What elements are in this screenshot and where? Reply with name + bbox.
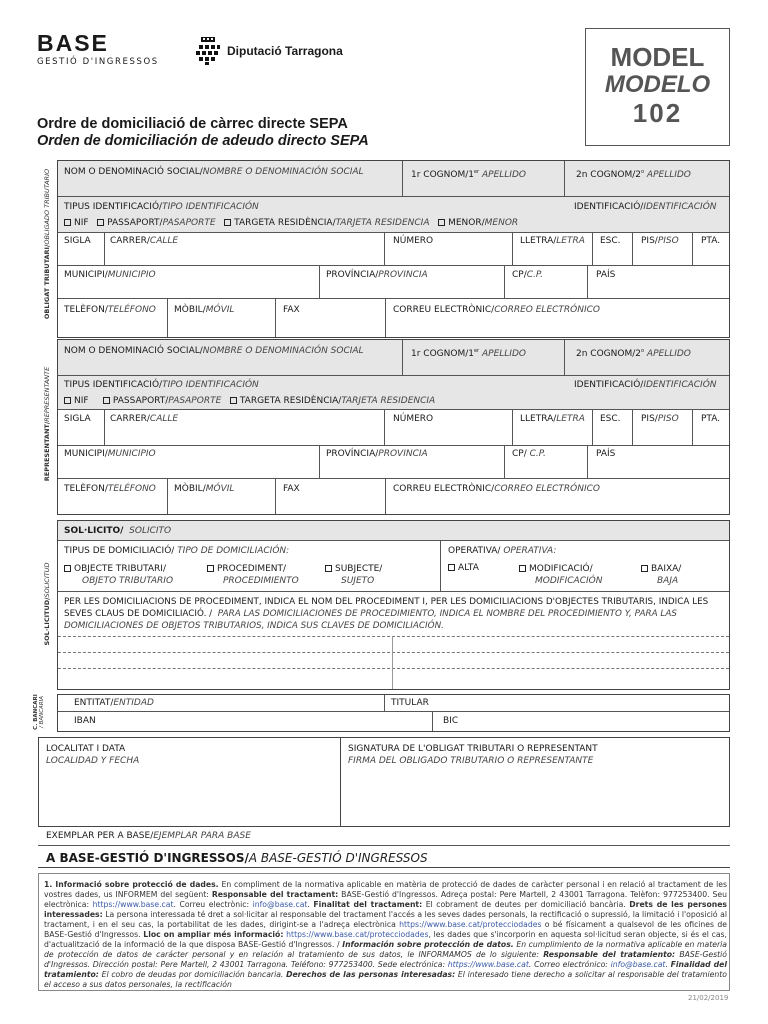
mobil-label: MÒBIL/MÓVIL xyxy=(174,305,235,315)
legal-box xyxy=(38,873,730,991)
link-mail-2[interactable]: info@base.cat xyxy=(610,960,666,969)
r-pta-label: PTA. xyxy=(701,414,721,424)
lletra-label: LLETRA/LETRA xyxy=(520,236,585,246)
diputacio-crest-icon xyxy=(193,36,223,66)
instr-line3: DOMICILIACIONES DE OBJETOS TRIBUTARIOS, INDICA SUS CLAVES DE DOMICILIACIÓN. xyxy=(64,621,444,631)
bic-label: BIC xyxy=(443,716,459,726)
cell-titular[interactable] xyxy=(385,695,729,712)
telefon-label: TELÈFON/TELÉFONO xyxy=(64,305,156,315)
passaport-checkbox[interactable] xyxy=(97,219,104,226)
exemplar-big: A BASE-GESTIÓ D'INGRESSOS/A BASE-GESTIÓ D'INGRESSOS xyxy=(46,851,428,865)
r-cp-label: CP/ C.P. xyxy=(512,449,546,459)
opt-subjecte[interactable]: SUBJECTE/ SUJETO xyxy=(325,563,382,587)
model-box xyxy=(585,28,730,146)
r-mobil-label: MÒBIL/MÓVIL xyxy=(174,484,235,494)
opt-objecte[interactable]: OBJECTE TRIBUTARI/ OBJETO TRIBUTARIO xyxy=(64,563,173,587)
pis-label: PIS/PISO xyxy=(641,236,679,246)
r-pis-label: PIS/PISO xyxy=(641,414,679,424)
opt-alta[interactable]: ALTA xyxy=(448,563,479,574)
targeta-checkbox[interactable] xyxy=(224,219,231,226)
claus-col-divider xyxy=(392,636,393,689)
fax-label: FAX xyxy=(283,305,300,315)
diputacio-logo xyxy=(193,36,343,66)
signatura-area[interactable] xyxy=(346,770,724,822)
exemplar-divider xyxy=(38,845,730,846)
modelo-label: MODELO xyxy=(604,71,711,98)
opt-procediment[interactable]: PROCEDIMENT/ PROCEDIMIENTO xyxy=(207,563,299,587)
entitat-label: ENTITAT/ENTIDAD xyxy=(74,698,154,708)
subjecte-checkbox[interactable] xyxy=(325,565,332,572)
claus-line-1[interactable] xyxy=(58,636,729,637)
side-label-obligat: OBLIGAT TRIBUTARI/OBLIGADO TRIBUTARIO xyxy=(43,168,51,320)
nom-label: NOM O DENOMINACIÓ SOCIAL/NOMBRE O DENOMINACIÓN SOCIAL xyxy=(64,167,364,177)
pta-label: PTA. xyxy=(701,236,721,246)
r-ident-label: IDENTIFICACIÓ/IDENTIFICACIÓN xyxy=(574,380,717,390)
modif-checkbox[interactable] xyxy=(519,565,526,572)
link-protecciodades-1[interactable]: https://www.base.cat/protecciodades xyxy=(399,920,542,929)
claus-line-3[interactable] xyxy=(58,668,729,669)
link-base-1[interactable]: https://www.base.cat xyxy=(92,900,174,909)
nom-input[interactable] xyxy=(64,180,394,194)
side-label-representant: REPRESENTANT/REPRESENTANTE xyxy=(43,366,51,482)
r-nom-label: NOM O DENOMINACIÓ SOCIAL/NOMBRE O DENOMINACIÓN SOCIAL xyxy=(64,346,364,356)
opt-baixa[interactable]: BAIXA/ BAJA xyxy=(641,563,681,587)
tipdom-label: TIPUS DE DOMICILIACIÓ/ TIPO DE DOMICILIACIÓN: xyxy=(64,546,290,556)
title-ca: Ordre de domiciliació de càrrec directe SEPA xyxy=(37,116,348,132)
side-label-sollicitud: SOL·LICITUD/SOLICITUD xyxy=(43,562,51,646)
r-lletra-label: LLETRA/LETRA xyxy=(520,414,585,424)
diputacio-name: Diputació Tarragona xyxy=(227,44,343,58)
base-logo-subtitle: GESTIÓ D'INGRESSOS xyxy=(37,57,159,67)
objecte-checkbox[interactable] xyxy=(64,565,71,572)
baixa-checkbox[interactable] xyxy=(641,565,648,572)
tipus-options: NIF PASSAPORT/PASAPORTE TARGETA RESIDÈNCIA/TARJETA RESIDENCIA MENOR/MENOR xyxy=(64,218,518,229)
localitat-area[interactable] xyxy=(44,770,334,822)
numero-label: NÚMERO xyxy=(393,236,434,246)
sol-divider xyxy=(440,541,441,591)
carrer-label: CARRER/CALLE xyxy=(110,236,179,246)
correu-label: CORREU ELECTRÒNIC/CORREO ELECTRÓNICO xyxy=(393,305,601,315)
link-base-2[interactable]: https://www.base.cat xyxy=(447,960,529,969)
r-provincia-label: PROVÍNCIA/PROVINCIA xyxy=(326,449,428,459)
r-correu-label: CORREU ELECTRÒNIC/CORREO ELECTRÓNICO xyxy=(393,484,601,494)
base-logo xyxy=(37,31,159,67)
base-logo-text: BASE xyxy=(37,30,109,56)
legal-text: 1. Informació sobre protecció de dades. En compliment de la normativa aplicable en matèria de protecció de dades de caràcter personal i en relació al tractament de les vostres dades, us INFORMEM del següent: Responsable del tractament: BASE-Gestió d'Ingressos. Adreça postal: Pere Martell, 2 43001 Tarragona. Telèfon: 977253400. Seu electrònica: https://www.base.cat. Correu electrònic: info@base.cat. Finalitat del tractament: El cobrament de deutes per domiciliació bancària. Drets de les persones interessades: La persona interessada té dret a sol·licitar al responsable del tractament l'accés a les seves dades personals, la rectificació o supressió, la limitació i l'oposició al tractament, i en el seu cas, la portabilitat de les dades, dirigint-se a l'adreça electrònica https://www.base.cat/protecciodades o bé físicament a qualsevol de les oficines de BASE-Gestió d'Ingressos. Lloc on ampliar més informació: https://www.base.cat/protecciodades, les dades que s'incorporin en aquesta sol·licitud seran objecte, si és el cas, d'actualització de la informació de la que disposa BASE-Gestió d'Ingressos. / Información sobre protección de datos. En cumplimiento de la normativa aplicable en materia de protección de datos de carácter personal y en relación al tratamiento de sus datos, le INFORMAMOS de lo siguiente: Responsable del tratamiento: BASE-Gestió d'Ingressos. Dirección postal: Pere Martell, 2 43001 Tarragona. Teléfono: 977253400. Sede electrónica: https://www.base.cat. Correo electrónico: info@base.cat. Finalidad del tratamiento: El cobro de deudas por domiciliación bancaria. Derechos de las personas interesadas: El interesado tiene derecho a solicitar al responsable del tratamiento el acceso a sus datos personales, la rectificación xyxy=(44,880,727,988)
r-tipus-label: TIPUS IDENTIFICACIÓ/TIPO IDENTIFICACIÓN xyxy=(64,380,259,390)
esc-label: ESC. xyxy=(600,236,621,246)
r-fax-label: FAX xyxy=(283,484,300,494)
model-label: MODEL xyxy=(610,42,705,72)
tipus-label: TIPUS IDENTIFICACIÓ/TIPO IDENTIFICACIÓN xyxy=(64,202,259,212)
link-protecciodades-2[interactable]: https://www.base.cat/protecciodades xyxy=(283,930,429,939)
form-date: 21/02/2019 xyxy=(688,994,729,1002)
opt-modif[interactable]: MODIFICACIÓ/ MODIFICACIÓN xyxy=(519,563,602,587)
cog2-label: 2n COGNOM/2$^o$ APELLIDO xyxy=(576,169,691,180)
oper-label: OPERATIVA/ OPERATIVA: xyxy=(448,546,557,556)
link-mail-1[interactable]: info@base.cat xyxy=(252,900,308,909)
model-number: 102 xyxy=(632,98,683,128)
cell-iban[interactable] xyxy=(58,712,433,731)
cog1-input[interactable] xyxy=(410,180,560,194)
municipi-label: MUNICIPI/MUNICIPIO xyxy=(64,270,156,280)
titular-label: TITULAR xyxy=(391,698,429,708)
signatura-label: SIGNATURA DE L'OBLIGAT TRIBUTARI O REPRESENTANT FIRMA DEL OBLIGADO TRIBUTARIO O REPRESENTANTE xyxy=(348,744,598,766)
instr-line1: PER LES DOMICILIACIONS DE PROCEDIMENT, INDICA EL NOM DEL PROCEDIMENT I, PER LES DOMICILIACIONS D'OBJECTES TRIBUTARIS, INDICA LES xyxy=(64,597,709,607)
cog2-input[interactable] xyxy=(572,180,722,194)
r-cog2-label: 2n COGNOM/2$^o$ APELLIDO xyxy=(576,348,691,359)
r-carrer-label: CARRER/CALLE xyxy=(110,414,179,424)
r-passaport-checkbox[interactable] xyxy=(103,397,110,404)
provincia-label: PROVÍNCIA/PROVINCIA xyxy=(326,270,428,280)
r-tipus-options: NIF PASSAPORT/PASAPORTE TARGETA RESIDÈNCIA/TARJETA RESIDENCIA xyxy=(64,396,435,407)
r-sigla-label: SIGLA xyxy=(64,414,91,424)
side-label-banc: C. BANCARI / BANCARIA xyxy=(33,694,45,730)
sigla-label: SIGLA xyxy=(64,236,91,246)
instr-line2: SEVES CLAUS DE DOMICILIACIÓ. / PARA LAS DOMICILIACIONES DE PROCEDIMIENTO, INDICA EL NOMBRE DEL PROCEDIMIENTO Y, PARA LAS xyxy=(64,609,677,619)
r-numero-label: NÚMERO xyxy=(393,414,434,424)
claus-line-2[interactable] xyxy=(58,652,729,653)
title-es: Orden de domiciliación de adeudo directo SEPA xyxy=(37,133,369,149)
iban-label: IBAN xyxy=(74,716,96,726)
sign-divider xyxy=(340,738,341,826)
pais-label: PAÍS xyxy=(596,270,616,280)
localitat-label: LOCALITAT I DATA LOCALIDAD Y FECHA xyxy=(46,744,140,766)
cp-label: CP/C.P. xyxy=(512,270,543,280)
alta-checkbox[interactable] xyxy=(448,564,455,571)
r-nif-checkbox[interactable] xyxy=(64,397,71,404)
menor-checkbox[interactable] xyxy=(438,219,445,226)
procediment-checkbox[interactable] xyxy=(207,565,214,572)
r-esc-label: ESC. xyxy=(600,414,621,424)
r-municipi-label: MUNICIPI/MUNICIPIO xyxy=(64,449,156,459)
exemplar-label: EXEMPLAR PER A BASE/EJEMPLAR PARA BASE xyxy=(46,831,251,841)
r-targeta-checkbox[interactable] xyxy=(230,397,237,404)
r-cog1-label: 1r COGNOM/1er APELLIDO xyxy=(411,348,526,359)
nif-checkbox[interactable] xyxy=(64,219,71,226)
page-title xyxy=(37,116,369,150)
sol-header: SOL·LICITO/ SOLICITO xyxy=(64,526,172,536)
cell-bic[interactable] xyxy=(433,712,729,731)
r-pais-label: PAÍS xyxy=(596,449,616,459)
cog1-label: 1r COGNOM/1er APELLIDO xyxy=(411,169,526,180)
r-telefon-label: TELÈFON/TELÉFONO xyxy=(64,484,156,494)
ident-label: IDENTIFICACIÓ/IDENTIFICACIÓN xyxy=(574,202,717,212)
